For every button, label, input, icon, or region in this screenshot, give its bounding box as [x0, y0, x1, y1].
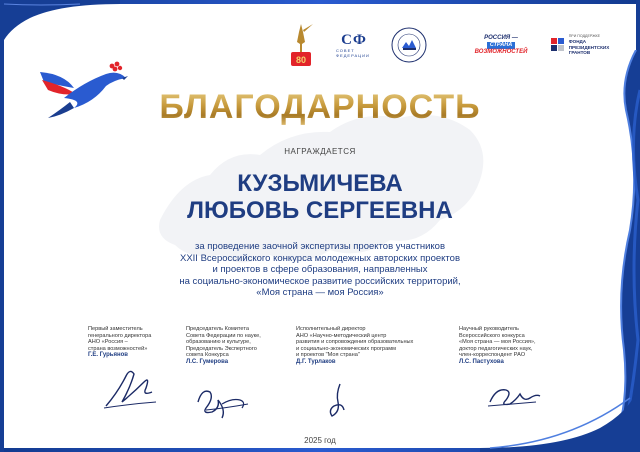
fpg-line1: ПРИ ПОДДЕРЖКЕ	[568, 34, 601, 39]
signer-1-position: страна возможностей»	[88, 345, 148, 352]
signer-3-position: Исполнительный директор	[296, 326, 366, 332]
svg-text:80: 80	[295, 55, 307, 65]
corner-ornament-top-left	[0, 0, 120, 40]
recipient-name	[0, 170, 640, 224]
logo-presidential-grants-fund	[542, 22, 618, 68]
signature-2	[192, 382, 252, 422]
logo-russia-land-of-opportunity	[466, 22, 536, 68]
reason-line: за проведение заочной экспертизы проектов участников	[195, 241, 445, 252]
signer-4-position: «Моя страна — моя Россия»,	[459, 339, 536, 346]
rsv-line1: РОССИЯ —	[484, 34, 518, 41]
signer-3-position: и социально-экономических программ	[296, 345, 396, 352]
sf-sub: СОВЕТ ФЕДЕРАЦИИ	[336, 48, 370, 58]
logo-contest	[390, 22, 428, 68]
reason-line: XXII Всероссийского конкурса молодежных авторских проектов	[179, 252, 460, 264]
signer-4-position: Всероссийского конкурса	[459, 332, 525, 339]
frame-left	[0, 0, 4, 452]
reason-line: на социально-экономическое развитие российских территорий,	[179, 275, 461, 287]
signer-2-position: Председатель Комитета	[186, 326, 249, 332]
signer-2	[186, 326, 284, 366]
fpg-line4: ГРАНТОВ	[568, 50, 591, 56]
recipient-surname: КУЗЬМИЧЕВА	[237, 170, 403, 197]
fpg-line3: ПРЕЗИДЕНТСКИХ	[568, 44, 610, 50]
signer-2-position: образованию и культуре,	[186, 339, 251, 346]
signer-2-name: Л.С. Гумерова	[186, 358, 229, 365]
contest-emblem-icon	[390, 26, 428, 64]
signer-4-position: доктор педагогических наук,	[459, 345, 533, 352]
signature-3	[322, 380, 352, 420]
sf-mark: СФ	[341, 32, 367, 48]
signature-4	[486, 382, 542, 412]
certificate-year: 2025 год	[304, 436, 336, 445]
signer-3-name: Д.Г. Турлаков	[296, 358, 336, 365]
signer-3-position: развития и сопровождения образовательных	[296, 339, 414, 346]
signer-1-position: Первый заместитель	[88, 326, 143, 332]
signature-1	[100, 362, 160, 412]
rsv-line2: СТРАНА	[487, 42, 515, 49]
fpg-mark-icon	[551, 38, 565, 52]
signer-1-name: Г.Е. Гурьянов	[88, 352, 128, 359]
certificate-title: БЛАГОДАРНОСТЬ	[0, 88, 640, 127]
signer-3-position: АНО «Научно-методический центр	[296, 332, 387, 339]
signer-3	[296, 326, 456, 366]
recipient-given-names: ЛЮБОВЬ СЕРГЕЕВНА	[187, 197, 453, 224]
signer-4-position: член-корреспондент РАО	[459, 352, 526, 359]
signer-1	[88, 326, 170, 359]
signer-1-position: генерального директора	[88, 332, 152, 339]
reason-line: «Моя страна — моя Россия»	[256, 287, 384, 298]
rsv-line3: ВОЗМОЖНОСТЕЙ	[474, 48, 528, 55]
signer-2-position: совета Конкурса	[186, 352, 229, 359]
signer-4-position: Научный руководитель	[459, 326, 519, 332]
signer-2-position: Совета Федерации по науке,	[186, 332, 261, 339]
signer-1-position: АНО «Россия –	[88, 339, 128, 346]
logo-federation-council	[336, 22, 372, 68]
fpg-line2: ФОНДА	[568, 39, 587, 45]
signer-2-position: Председатель Экспертного	[186, 345, 257, 352]
reason-line: и проектов в сфере образования, направленных	[212, 264, 428, 275]
motherland-statue-icon	[287, 22, 315, 68]
signer-4-name: Л.С. Пастухова	[459, 358, 504, 365]
signer-4	[459, 326, 579, 366]
signer-3-position: и проектов "Моя страна"	[296, 352, 360, 359]
awarded-label: НАГРАЖДАЕТСЯ	[284, 147, 356, 156]
award-reason	[120, 241, 520, 299]
logo-80-years	[286, 22, 316, 68]
partner-logos	[280, 22, 620, 72]
